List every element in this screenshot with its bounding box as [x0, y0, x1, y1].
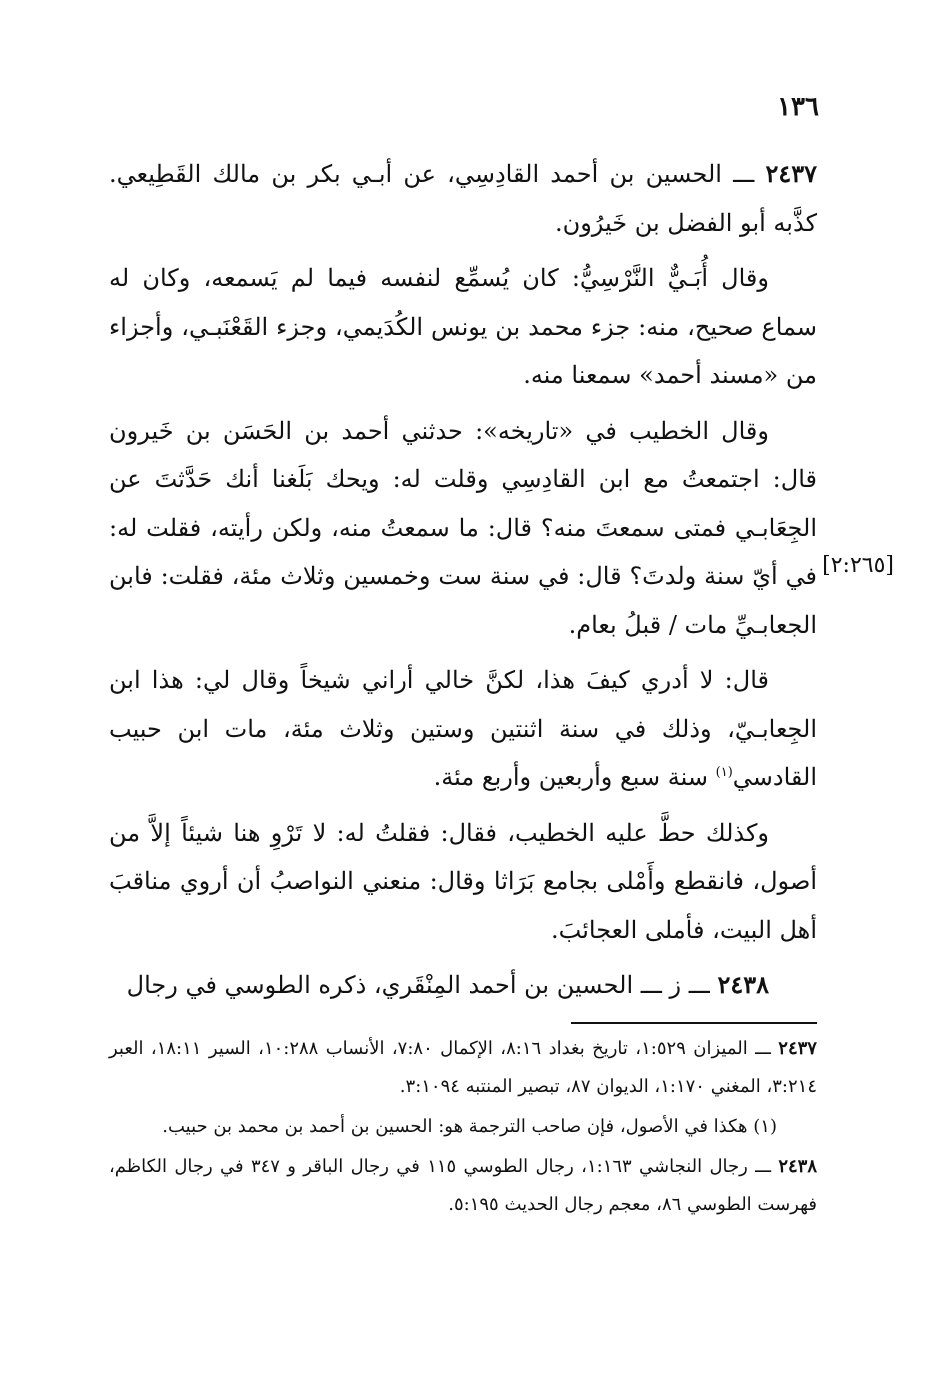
- footnote-sources-2437-number: ٢٤٣٧: [778, 1038, 817, 1059]
- footnotes: [109, 1030, 817, 1226]
- entry-2437-paragraph-4: وكذلك حطَّ عليه الخطيب، فقال: فقلتُ له: لا تَرْوِ هنا شيئاً إلاَّ من أصول، فانقطع وأَمْلى بجامع بَرَاثا وقال: منعني النواصبُ أن أروي مناقبَ أهل البيت، فأملى العجائبَ.: [109, 818, 817, 944]
- entry-2437-number: ٢٤٣٧: [765, 159, 817, 188]
- entry-2438-number: ٢٤٣٨: [717, 970, 769, 999]
- entry-2437-paragraph-2: وقال الخطيب في «تاريخه»: حدثني أحمد بن الحَسَن بن خَيرون قال: اجتمعتُ مع ابن القادِسِي وقلت له: ويحك بَلَغنا أنك حَدَّثتَ عن الجِعَابـي فمتى سمعتَ منه؟ قال: ما سمعتُ منه، ولكن رأيته، فقلت له: في أيّ سنة ولدتَ؟ قال: في سنة ست وخمسين وثلاث مئة، فقلت: فابن الجعابـيِّ مات / قبلُ بعام.: [109, 416, 817, 639]
- main-text: [109, 150, 817, 1017]
- entry-2437-paragraph-3-part-a: قال: لا أدري كيفَ هذا، لكنَّ خالي أراني شيخاً وقال لي: هذا ابن الجِعابـيّ، وذلك في سنة اثنتين وستين وثلاث مئة، مات ابن حبيب القادسي: [109, 666, 817, 791]
- entry-2437-heading: [109, 150, 817, 247]
- entry-2437-paragraph-1: وقال أُبَـيٌّ النَّرْسِيُّ: كان يُسمِّع لنفسه فيما لم يَسمعه، وكان له سماع صحيح، منه: جزء محمد بن يونس الكُدَيمي، وجزء القَعْنَبـي، وأجزاء من «مسند أحمد» سمعنا منه.: [109, 264, 818, 389]
- entry-2437-paragraph-3: [109, 656, 817, 802]
- entry-2437-paragraph-3-part-b: سنة سبع وأربعين وأربع مئة.: [433, 763, 716, 791]
- footnote-sources-2438: [109, 1148, 817, 1224]
- footnote-sources-2438-text: ـــ رجال النجاشي ١:١٦٣، رجال الطوسي ١١٥ في رجال الباقر و ٣٤٧ في رجال الكاظم، فهرست الطوسي ٨٦، معجم رجال الحديث ٥:١٩٥.: [109, 1156, 817, 1215]
- margin-volume-reference: [٢:٢٦٥]: [822, 553, 894, 578]
- entry-2438-heading: [109, 961, 817, 1010]
- footnote-sources-2438-number: ٢٤٣٨: [778, 1156, 817, 1177]
- footnote-sources-2437: [109, 1030, 817, 1106]
- entry-2437-heading-text: ـــ الحسين بن أحمد القادِسِي، عن أبـي بكر بن مالك القَطِيعي. كذَّبه أبو الفضل بن خَيرُون.: [109, 160, 817, 237]
- footnote-separator: [571, 1022, 817, 1024]
- footnote-sources-2437-text: ـــ الميزان ١:٥٢٩، تاريخ بغداد ٨:١٦، الإكمال ٧:٨٠، الأنساب ١٠:٢٨٨، السير ١٨:١١، العبر ٣:٢١٤، المغني ١:١٧٠، الديوان ٨٧، تبصير المنتبه ٣:١٠٩٤.: [109, 1038, 817, 1097]
- entry-2438-heading-text: ـــ ز ـــ الحسين بن أحمد المِنْقَري، ذكره الطوسي في رجال: [126, 971, 718, 999]
- footnote-marker-1: (١): [715, 765, 733, 780]
- footnote-note-1: (١) هكذا في الأصول، فإن صاحب الترجمة هو: الحسين بن أحمد بن محمد بن حبيب.: [162, 1116, 777, 1137]
- page-number: ١٣٦: [777, 92, 819, 122]
